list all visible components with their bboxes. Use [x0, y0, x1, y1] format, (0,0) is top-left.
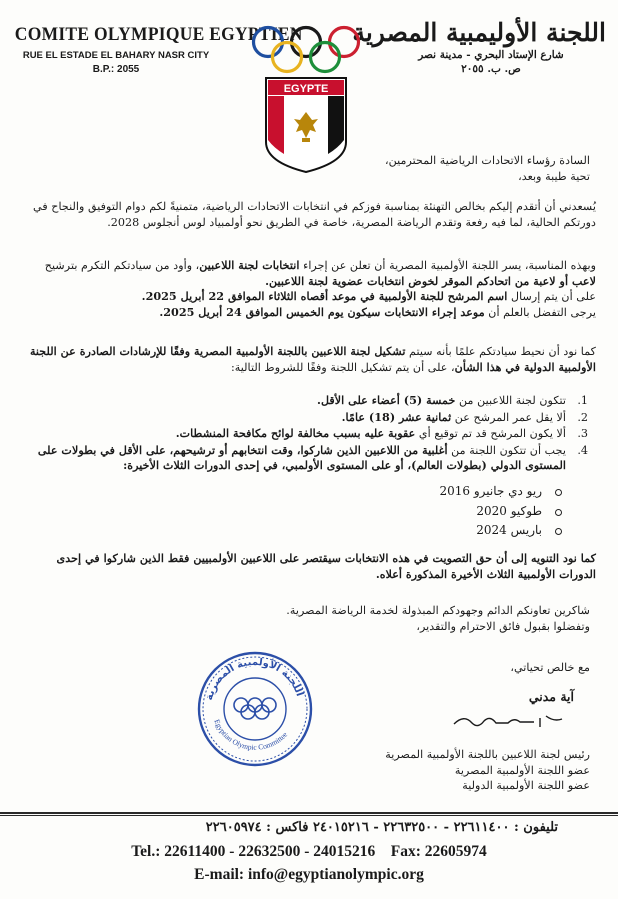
para2-part-c: ، وأود من سيادتكم التكرم بترشيح — [44, 259, 200, 272]
salutation: السادة رؤساء الاتحادات الرياضية المحترمين، — [384, 154, 590, 167]
role-line: عضو اللجنة الأولمبية المصرية — [454, 763, 590, 777]
footer-divider-thin — [0, 815, 618, 816]
role-line: رئيس لجنة اللاعبين باللجنة الأولمبية المصرية — [385, 748, 590, 761]
para3-part-c: ، على أن يتم تشكيل اللجنة وفقًا للشروط التالية: — [230, 360, 455, 374]
header-arabic-block — [352, 18, 606, 75]
list-item: 1. تتكون لجنة اللاعبين من خمسة (5) أعضاء على الأقل. — [317, 393, 588, 407]
header-ar-address: شارع الإستاد البحري - مدينة نصر — [418, 49, 564, 61]
svg-text:Egyptian Olympic Committee — [212, 718, 289, 752]
thanks-block — [30, 603, 590, 634]
thanks-line-1: شاكرين تعاونكم الدائم وجهودكم المبذولة لخدمة الرياضة المصرية. — [286, 604, 590, 617]
signer-roles — [290, 747, 590, 794]
para2-part-b: انتخابات لجنة اللاعبين — [199, 258, 300, 272]
ring-yellow-icon — [273, 43, 302, 72]
header-fr-bp: B.P.: 2055 — [92, 64, 140, 75]
para2-part-e: على أن يتم إرسال — [510, 290, 596, 303]
para3-part-b: تشكيل لجنة اللاعبين باللجنة الأولمبية المصرية وفقًا للإرشادات الصادرة عن اللجنة الأولمبية الدولية في هذا الشأن — [29, 344, 596, 374]
conditions-list — [28, 393, 588, 475]
thanks-line-2: وتفضلوا بقبول فائق الاحترام والتقدير، — [416, 619, 590, 633]
stamp-arabic-text: اللجنة الأولمبية المصرية — [203, 656, 305, 702]
header-fr-address: RUE EL ESTADE EL BAHARY NASR CITY — [22, 50, 210, 61]
footer-phones: Tel.: 22611400 - 22632500 - 24015216 Fax: 22605974 — [131, 843, 487, 860]
header-ar-bp: ص. ب. ٢٠٥٥ — [461, 63, 521, 75]
list-item: 2. ألا يقل عمر المرشح عن ثمانية عشر (18) عامًا. — [341, 409, 588, 424]
salutation-block — [30, 153, 590, 184]
para2-part-a: وبهذه المناسبة، يسر اللجنة الأولمبية المصرية أن تعلن عن إجراء — [303, 259, 596, 272]
ring-green-icon — [311, 43, 340, 72]
bullet-circle-icon — [555, 528, 562, 535]
olympic-committee-logo — [244, 24, 368, 174]
para3-part-a: كما نود أن نحيط سيادتكم علمًا بأنه سيتم — [409, 345, 596, 358]
greeting: تحية طيبة وبعد، — [518, 169, 590, 183]
stamp-english-text: Egyptian Olympic Committee — [212, 717, 290, 752]
signer-name: آية مدني — [528, 689, 574, 704]
logo-text: EGYPTE — [283, 83, 329, 95]
header-french-block — [6, 24, 303, 75]
paragraph-formation — [26, 344, 596, 375]
paragraph-elections — [26, 258, 596, 320]
footer-divider — [0, 812, 618, 814]
footer-email: E-mail: info@egyptianolympic.org — [194, 866, 424, 883]
handwritten-signature — [450, 710, 570, 732]
bullet-circle-icon — [555, 509, 562, 516]
header-ar-name: اللجنة الأوليمبية المصرية — [352, 18, 606, 47]
paragraph-voting: كما نود التنويه إلى أن حق التصويت في هذه الانتخابات سيقتصر على اللاعبين الأولمبيين فقط الذين شاركوا في إحدى الدورات الأولمبية الثلاث الأخيرة المذكورة أعلاه. — [56, 551, 596, 581]
list-item: باريس 2024 — [162, 523, 562, 539]
closing-line: مع خالص تحياتي، — [510, 661, 590, 674]
olympics-list — [162, 484, 562, 543]
ring-red-icon — [330, 28, 359, 57]
list-item: 4. يجب أن تتكون اللجنة من أغلبية من اللاعبين الذين شاركوا، وقت انتخابهم أو ترشيحهم، على الأقل في بطولات على المستوى الدولي (بطولات العالم)، أو على المستوى الأولمبي، في إحدى الدورات الثلاث الأخيرة: — [37, 442, 588, 472]
footer-arabic-phones: تليفون : ٢٢٦١١٤٠٠ - ٢٢٦٣٢٥٠٠ - ٢٤٠١٥٢١٦ فاكس : ٢٢٦٠٥٩٧٤ — [205, 820, 558, 835]
list-item: 3. ألا يكون المرشح قد تم توقيع أي عقوبة عليه بسبب مخالفة لوائح مكافحة المنشطات. — [175, 426, 588, 440]
para2-part-f: اسم المرشح للجنة الأولمبية في موعد أقصاه الثلاثاء الموافق 22 أبريل 2025. — [141, 289, 508, 303]
list-item: طوكيو 2020 — [162, 504, 562, 520]
ring-black-icon — [292, 28, 321, 57]
list-item: ريو دي جانيرو 2016 — [162, 484, 562, 500]
para2-part-d: لاعب أو لاعبة من اتحادكم الموقر لخوض انتخابات عضوية لجنة اللاعبين. — [265, 273, 596, 288]
header-fr-name: COMITE OLYMPIQUE EGYPTIEN — [14, 24, 303, 45]
stamp-rings-icon — [234, 698, 276, 719]
paragraph-congrats: يُسعدني أن أتقدم إليكم بخالص التهنئة بمناسبة فوزكم في انتخابات الاتحادات الرياضية، متمنيةً لكم دوام التوفيق والنجاح في دورتكم الحالية، لما فيه رفعة وتقدم الرياضة المصرية، خاصة في الطريق نحو أولمبياد لوس أنجلوس 2028. — [33, 200, 596, 229]
ring-blue-icon — [254, 28, 283, 57]
para2-part-h: موعد إجراء الانتخابات سيكون يوم الخميس الموافق 24 أبريل 2025. — [159, 304, 485, 319]
para2-part-g: يرجى التفضل بالعلم أن — [488, 305, 596, 319]
role-line: عضو اللجنة الأولمبية الدولية — [462, 779, 590, 792]
bullet-circle-icon — [555, 489, 562, 496]
